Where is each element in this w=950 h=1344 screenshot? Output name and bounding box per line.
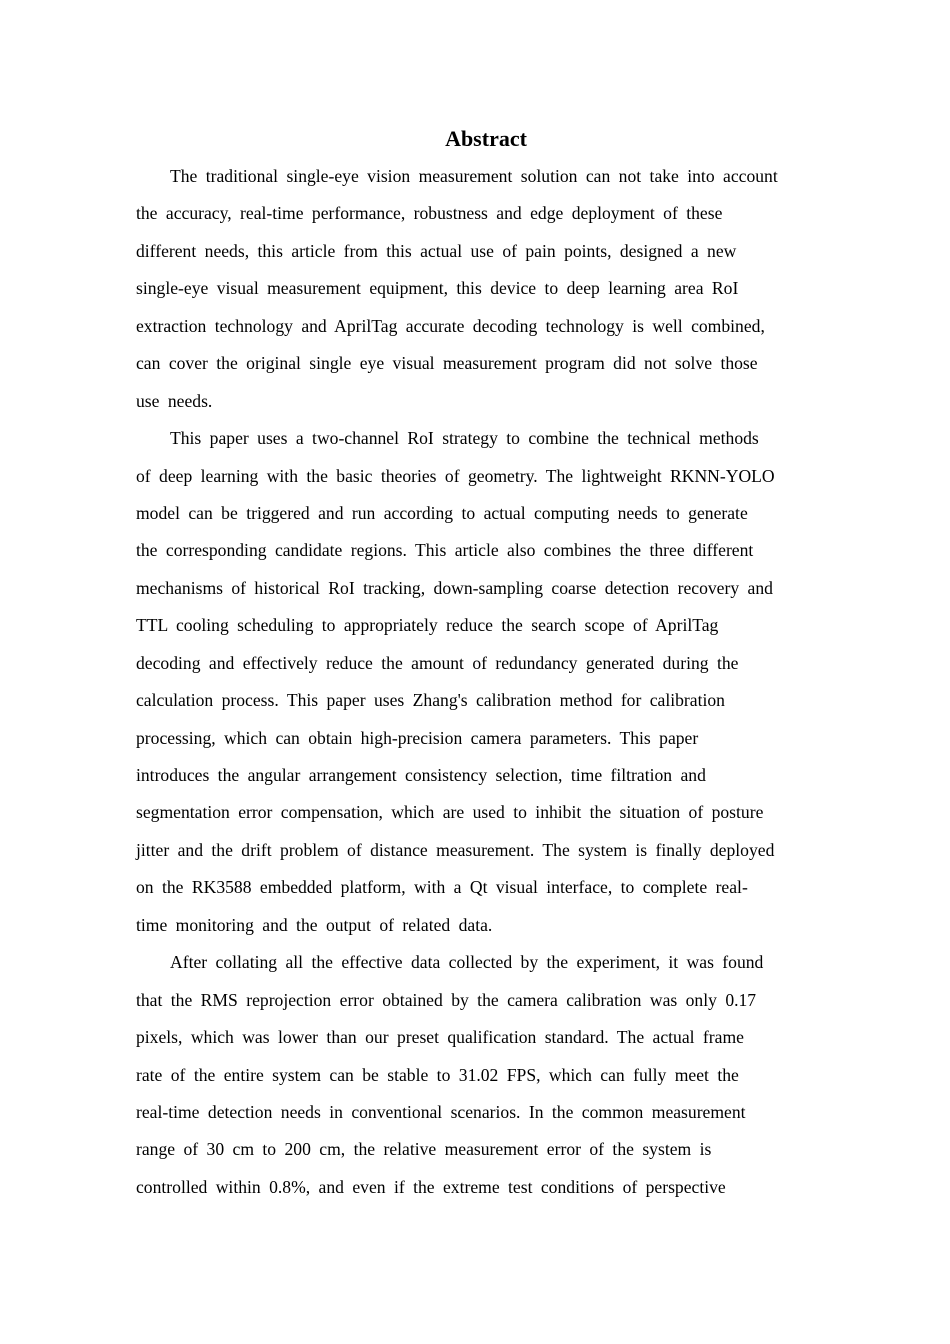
text-line: pixels, which was lower than our preset qualification standard. The actual frame	[136, 1027, 744, 1048]
text-line: controlled within 0.8%, and even if the extreme test conditions of perspective	[136, 1176, 726, 1197]
text-line: introduces the angular arrangement consistency selection, time filtration and	[136, 765, 706, 785]
text-line: extraction technology and AprilTag accurate decoding technology is well combined,	[136, 315, 765, 336]
abstract-body	[136, 160, 836, 1208]
text-line: After collating all the effective data collected by the experiment, it was found	[170, 952, 764, 973]
text-line: calculation process. This paper uses Zhang's calibration method for calibration	[136, 690, 725, 711]
text-line: The traditional single-eye vision measurement solution can not take into account	[170, 166, 778, 186]
text-line: rate of the entire system can be stable to 31.02 FPS, which can fully meet the	[136, 1064, 739, 1085]
text-line: This paper uses a two-channel RoI strategy to combine the technical methods	[170, 428, 759, 449]
abstract-heading: Abstract	[445, 126, 527, 151]
text-line: real-time detection needs in conventional scenarios. In the common measurement	[136, 1101, 746, 1122]
text-line: can cover the original single eye visual measurement program did not solve those	[136, 353, 758, 374]
text-line: different needs, this article from this actual use of pain points, designed a new	[136, 240, 737, 261]
text-line: use needs.	[136, 390, 213, 411]
text-line: model can be triggered and run according to actual computing needs to generate	[136, 502, 748, 523]
text-line: of deep learning with the basic theories of geometry. The lightweight RKNN-YOLO	[136, 465, 775, 486]
text-line: mechanisms of historical RoI tracking, down-sampling coarse detection recovery and	[136, 577, 773, 598]
text-line: that the RMS reprojection error obtained by the camera calibration was only 0.17	[136, 989, 757, 1010]
text-line: the corresponding candidate regions. This article also combines the three different	[136, 540, 754, 561]
text-line: decoding and effectively reduce the amount of redundancy generated during the	[136, 652, 739, 673]
text-line: processing, which can obtain high-precision camera parameters. This paper	[136, 727, 699, 748]
text-line: jitter and the drift problem of distance measurement. The system is finally deployed	[136, 839, 775, 860]
text-line: TTL cooling scheduling to appropriately reduce the search scope of AprilTag	[136, 615, 719, 636]
text-line: on the RK3588 embedded platform, with a Qt visual interface, to complete real-	[136, 877, 748, 898]
text-line: time monitoring and the output of related data.	[136, 914, 493, 935]
text-line: segmentation error compensation, which are used to inhibit the situation of posture	[136, 802, 764, 823]
text-line: single-eye visual measurement equipment, this device to deep learning area RoI	[136, 278, 739, 299]
text-line: range of 30 cm to 200 cm, the relative measurement error of the system is	[136, 1139, 712, 1160]
text-line: the accuracy, real-time performance, robustness and edge deployment of these	[136, 203, 723, 224]
